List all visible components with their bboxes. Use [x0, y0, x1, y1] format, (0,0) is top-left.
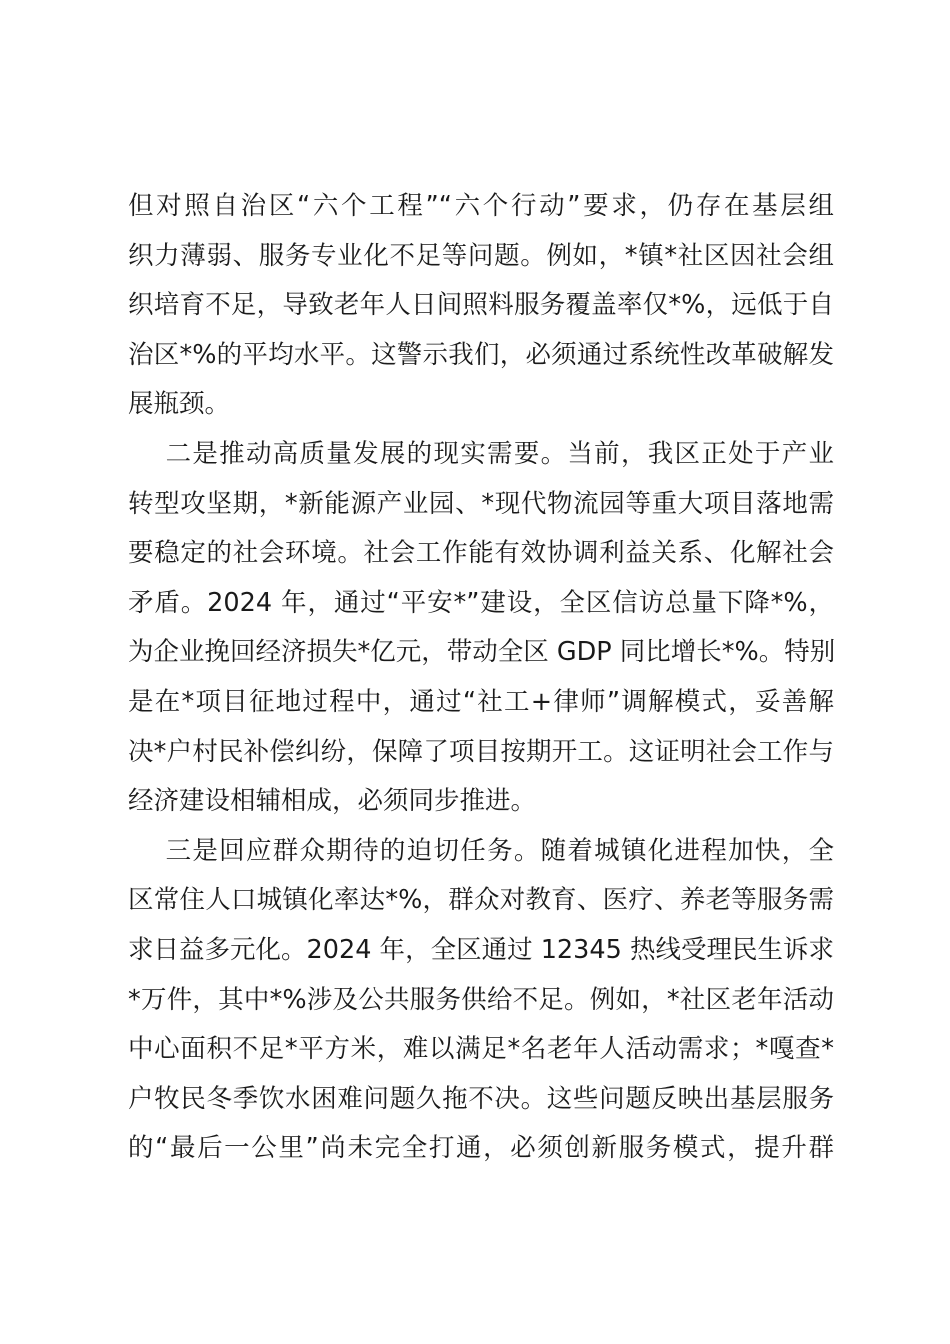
text-line: 是在*项目征地过程中，通过“社工+律师”调解模式，妥善解 [128, 686, 834, 717]
text-line: 转型攻坚期，*新能源产业园、*现代物流园等重大项目落地需 [128, 488, 834, 519]
text-line: 决*户村民补偿纠纷，保障了项目按期开工。这证明社会工作与 [128, 736, 834, 767]
text-line: 为企业挽回经济损失*亿元，带动全区 GDP 同比增长*%。特别 [128, 637, 836, 668]
text-line: 但对照自治区“六个工程”“六个行动”要求，仍存在基层组 [128, 191, 834, 221]
body-text [128, 182, 834, 1174]
text-line: 治区*%的平均水平。这警示我们，必须通过系统性改革破解发 [128, 339, 834, 370]
text-line: 织培育不足，导致老年人日间照料服务覆盖率仅*%，远低于自 [128, 290, 834, 321]
text-line: *万件，其中*%涉及公共服务供给不足。例如，*社区老年活动 [128, 984, 834, 1015]
text-line: 要稳定的社会环境。社会工作能有效协调利益关系、化解社会 [128, 538, 834, 569]
text-line: 二是推动高质量发展的现实需要。当前，我区正处于产业 [128, 438, 834, 469]
text-line: 织力薄弱、服务专业化不足等问题。例如，*镇*社区因社会组 [128, 240, 834, 271]
text-line: 户牧民冬季饮水困难问题久拖不决。这些问题反映出基层服务 [128, 1083, 834, 1114]
text-line: 经济建设相辅相成，必须同步推进。 [128, 786, 537, 817]
text-line: 展瓶颈。 [128, 389, 231, 420]
text-line: 矛盾。2024 年，通过“平安*”建设，全区信访总量下降*%， [128, 587, 834, 618]
text-line: 三是回应群众期待的迫切任务。随着城镇化进程加快，全 [128, 835, 834, 866]
text-line: 中心面积不足*平方米，难以满足*名老年人活动需求；*嘎查* [128, 1034, 834, 1065]
text-line: 的“最后一公里”尚未完全打通，必须创新服务模式，提升群 [128, 1133, 834, 1164]
text-line: 区常住人口城镇化率达*%，群众对教育、医疗、养老等服务需 [128, 885, 834, 916]
text-line: 求日益多元化。2024 年，全区通过 12345 热线受理民生诉求 [128, 934, 834, 965]
